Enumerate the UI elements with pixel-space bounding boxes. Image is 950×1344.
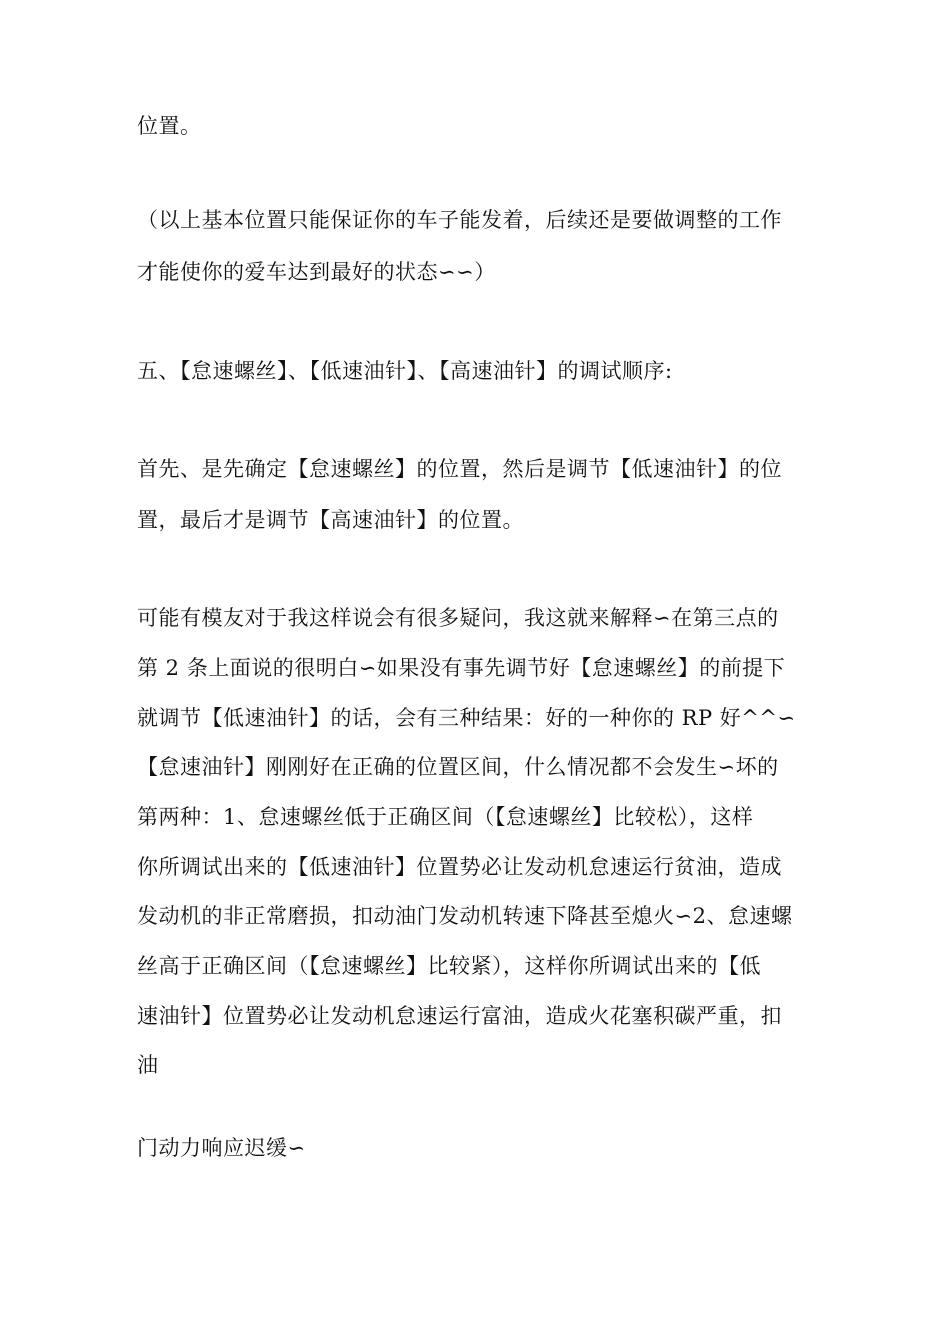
- text-line: 门动力响应迟缓∽: [137, 1136, 306, 1160]
- text-line: 可能有模友对于我这样说会有很多疑问，我这就来解释∽在第三点的: [137, 606, 779, 630]
- text-line: 速油针】位置势必让发动机怠速运行富油，造成火花塞积碳严重，扣: [137, 1004, 782, 1028]
- text-line: 【怠速油针】刚刚好在正确的位置区间，什么情况都不会发生∽坏的: [137, 755, 779, 779]
- text-line: 发动机的非正常磨损，扣动油门发动机转速下降甚至熄火∽2、怠速螺: [137, 904, 793, 928]
- text-line: 就调节【低速油针】的话，会有三种结果：好的一种你的 RP 好^^∽: [137, 706, 796, 730]
- text-line: 首先、是先确定【怠速螺丝】的位置，然后是调节【低速油针】的位: [137, 457, 782, 481]
- text-line: 你所调试出来的【低速油针】位置势必让发动机怠速运行贫油，造成: [137, 855, 782, 879]
- text-line: 才能使你的爱车达到最好的状态∽∽）: [137, 260, 496, 284]
- section-heading: 五、【怠速螺丝】、【低速油针】、【高速油针】的调试顺序:: [137, 359, 673, 383]
- text-line: 第 2 条上面说的很明白∽如果没有事先调节好【怠速螺丝】的前提下: [137, 656, 786, 680]
- text-line: 丝高于正确区间（【怠速螺丝】比较紧），这样你所调试出来的【低: [137, 954, 761, 978]
- text-line: （以上基本位置只能保证你的车子能发着，后续还是要做调整的工作: [137, 208, 782, 232]
- text-line: 第两种：1、怠速螺丝低于正确区间（【怠速螺丝】比较松），这样: [137, 805, 754, 829]
- text-line: 置，最后才是调节【高速油针】的位置。: [137, 508, 524, 532]
- text-line: 油: [137, 1053, 159, 1077]
- text-line: 位置。: [137, 114, 202, 138]
